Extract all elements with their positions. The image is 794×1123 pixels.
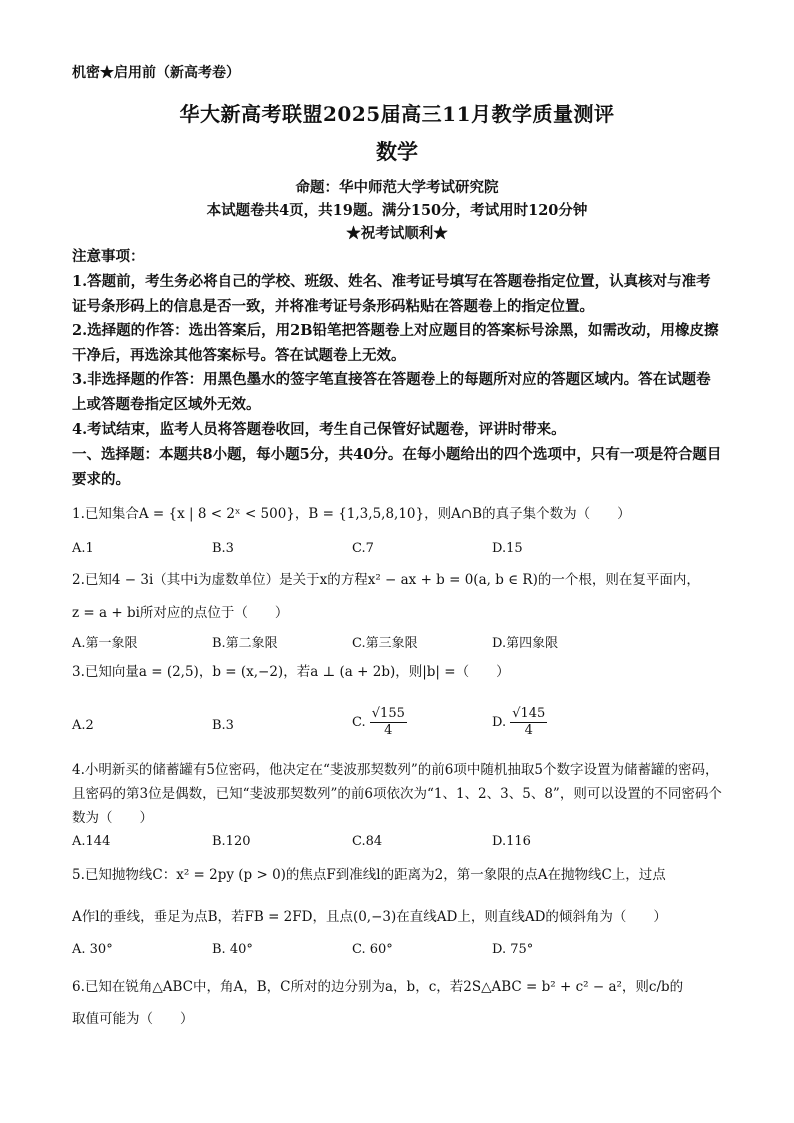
secret-tag: 机密★启用前（新高考卷） [72, 65, 240, 81]
q3-option-d [492, 706, 547, 739]
section1-heading: 一、选择题：本题共8小题，每小题5分，共40分。在每小题给出的四个选项中，只有一项是符合题目要求的。 [72, 446, 722, 488]
q3-option-d-fraction [510, 706, 547, 739]
q5-option-a: A. 30° [72, 942, 113, 957]
q3-option-d-denominator: 4 [524, 723, 533, 738]
question-5-stem: 5.已知抛物线C：x² = 2py (p > 0)的焦点F到准线l的距离为2，第一象限的点A在抛物线C上，过点 [72, 867, 666, 883]
note-item-3: 3.非选择题的作答：用黑色墨水的签字笔直接答在答题卷上的每题所对应的答题区域内。答在试题卷上或答题卷指定区域外无效。 [72, 371, 711, 413]
q2-option-b: B.第二象限 [212, 636, 278, 651]
q3-option-d-label: D. [492, 715, 507, 730]
author-line: 命题：华中师范大学考试研究院 [295, 179, 499, 196]
q4-option-b: B.120 [212, 834, 251, 849]
q3-option-c-numerator: √155 [371, 706, 405, 721]
question-2-stem-cont: z = a + bi所对应的点位于（ ） [72, 605, 289, 621]
question-4-stem: 4.小明新买的储蓄罐有5位密码，他决定在“斐波那契数列”的前6项中随机抽取5个数字设置为储蓄罐的密码，且密码的第3位是偶数，已知“斐波那契数列”的前6项依次为“1、1、2、3、5、8”，则可以设置的不同密码个数为（ ） [72, 762, 722, 826]
wish-line: ★祝考试顺利★ [346, 225, 448, 242]
subject-title: 数学 [376, 139, 418, 164]
q5-option-b: B. 40° [212, 942, 253, 957]
note-item-4: 4.考试结束，监考人员将答题卷收回，考生自己保管好试题卷，评讲时带来。 [72, 421, 566, 438]
note-item-2: 2.选择题的作答：选出答案后，用2B铅笔把答题卷上对应题目的答案标号涂黑，如需改动，用橡皮擦干净后，再选涂其他答案标号。答在试题卷上无效。 [72, 322, 719, 364]
question-2-stem: 2.已知4 − 3i（其中i为虚数单位）是关于x的方程x² − ax + b = 0(a, b ∈ R)的一个根，则在复平面内， [72, 572, 700, 588]
q2-option-d: D.第四象限 [492, 636, 559, 651]
exam-title: 华大新高考联盟2025届高三11月教学质量测评 [179, 102, 615, 126]
q1-option-a: A.1 [72, 541, 94, 556]
q2-option-c: C.第三象限 [352, 636, 418, 651]
exam-info-line: 本试题卷共4页，共19题。满分150分，考试用时120分钟 [206, 202, 588, 219]
q5-option-c: C. 60° [352, 942, 393, 957]
q3-option-c-fraction [370, 706, 407, 739]
q3-option-c-denominator: 4 [384, 723, 393, 738]
note-item-1: 1.答题前，考生务必将自己的学校、班级、姓名、准考证号填写在答题卷指定位置，认真核对与准考证号条形码上的信息是否一致，并将准考证号条形码粘贴在答题卷上的指定位置。 [72, 273, 711, 315]
q3-option-c-label: C. [352, 715, 366, 730]
question-6-stem-cont: 取值可能为（ ） [72, 1011, 194, 1027]
q5-option-d: D. 75° [492, 942, 534, 957]
question-3-stem: 3.已知向量a = (2,5)，b = (x,−2)，若a ⊥ (a + 2b)，则|b| =（ ） [72, 664, 510, 680]
q3-option-d-numerator: √145 [512, 706, 546, 721]
q2-option-a: A.第一象限 [72, 636, 138, 651]
q4-option-a: A.144 [72, 834, 111, 849]
q4-option-d: D.116 [492, 834, 531, 849]
q1-option-c: C.7 [352, 541, 374, 556]
q1-option-b: B.3 [212, 541, 234, 556]
q3-option-b: B.3 [212, 718, 234, 733]
q3-option-a: A.2 [72, 718, 94, 733]
notes-heading: 注意事项： [72, 248, 145, 265]
question-5-stem-cont: A作l的垂线，垂足为点B，若FB = 2FD，且点(0,−3)在直线AD上，则直线AD的倾斜角为（ ） [72, 909, 667, 925]
q4-option-c: C.84 [352, 834, 383, 849]
question-6-stem: 6.已知在锐角△ABC中，角A，B，C所对的边分别为a，b，c，若2S△ABC = b² + c² − a²，则c/b的 [72, 979, 684, 995]
q3-option-c [352, 706, 407, 739]
q1-option-d: D.15 [492, 541, 523, 556]
question-1-stem: 1.已知集合A = {x | 8 < 2ˣ < 500}，B = {1,3,5,8,10}，则A∩B的真子集个数为（ ） [72, 506, 631, 522]
